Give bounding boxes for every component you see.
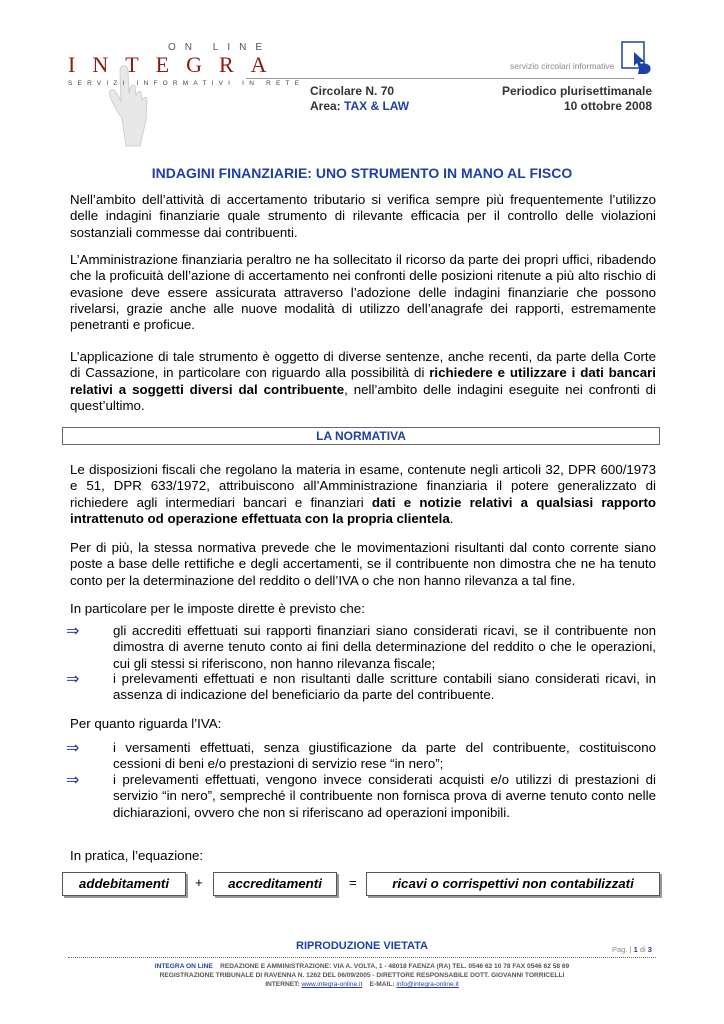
paragraph-3-bold: richiedere e utilizzare i dati bancari relativi a soggetti diversi dal contribuente: [70, 365, 656, 397]
bullet-dirette-2: i prelevamenti effettuati e non risultanti dalle scritture contabili siano considerati ricavi, in assenza di indicazione del beneficiario da parte del contribuente.: [113, 671, 656, 703]
page-current: 1: [633, 945, 638, 954]
footer-brand: INTEGRA ON LINE: [154, 963, 213, 970]
footer-email-label: E-MAIL:: [369, 981, 395, 988]
footer-line-2: REGISTRAZIONE TRIBUNALE DI RAVENNA N. 1262 DEL 06/09/2005 - DIRETTORE RESPONSABILE DOTT. GIOVANNI TORRICELLI: [159, 972, 565, 979]
logo-online-text: ON LINE: [168, 42, 272, 53]
service-label: servizio circolari informative: [510, 61, 615, 71]
paragraph-6: In particolare per le imposte dirette è previsto che:: [70, 601, 365, 616]
paragraph-4-text-a: Le disposizioni fiscali che regolano la materia in esame, contenute negli articoli 32, DPR 600/1973 e 51, DPR 633/1972, attribuiscono all’Amministrazione finanziaria il potere generalizzato di richiedere agli intermediari bancari e finanziari: [70, 462, 656, 510]
footer-email-link[interactable]: info@integra-online.it: [396, 981, 459, 988]
footer-website-link[interactable]: www.integra-online.it: [301, 981, 363, 988]
issue-date: 10 ottobre 2008: [563, 99, 652, 113]
logo-integra-text: INTEGRA: [68, 52, 284, 77]
bullet-iva-1: i versamenti effettuati, senza giustificazione da parte del contribuente, costituiscono cessioni di beni e/o prestazioni di servizio rese “in nero”;: [113, 740, 656, 772]
paragraph-1: Nell’ambito dell’attività di accertamento tributario si verifica sempre più frequentemente l’utilizzo delle indagini finanziarie quale strumento di rilevante efficacia per il controllo delle violazioni sostanziali commesse dai contribuenti.: [70, 192, 656, 240]
equation-result: ricavi o corrispettivi non contabilizzati: [366, 872, 660, 896]
paragraph-3: [70, 349, 656, 414]
page-prefix: Pag. |: [612, 945, 632, 954]
page-separator: di: [639, 945, 646, 954]
area-value: TAX & LAW: [344, 99, 410, 113]
paragraph-4-bold: dati e notizie relativi a qualsiasi rapporto intrattenuto od operazione effettuata con la propria clientela: [70, 494, 657, 526]
footer-internet-label: INTERNET:: [265, 981, 300, 988]
document-title: INDAGINI FINANZIARIE: UNO STRUMENTO IN MANO AL FISCO: [151, 165, 573, 181]
paragraph-4: [70, 462, 656, 527]
page-indicator: [612, 945, 652, 954]
paragraph-7: Per quanto riguarda l’IVA:: [70, 716, 222, 731]
pointer-hand-icon: [620, 40, 654, 76]
arrow-bullet-icon: ⇒: [66, 669, 80, 688]
arrow-bullet-icon: ⇒: [66, 621, 80, 640]
equation-plus: +: [195, 875, 203, 890]
paragraph-5: Per di più, la stessa normativa prevede che le movimentazioni risultanti dal conto corrente siano poste a base delle rettifiche e degli accertamenti, se il contribuente non dimostra che ne ha tenuto conto per la determinazione del reddito o dell’IVA o che non hanno rilevanza a tal fine.: [70, 540, 656, 588]
footer-line-3: [0, 981, 724, 988]
paragraph-8: In pratica, l’equazione:: [70, 848, 204, 863]
riproduzione-vietata: RIPRODUZIONE VIETATA: [296, 940, 428, 952]
arrow-bullet-icon: ⇒: [66, 738, 80, 757]
paragraph-4-text-c: .: [449, 510, 454, 526]
equation-equals: =: [349, 875, 357, 890]
page-total: 3: [647, 945, 652, 954]
equation-term-addebitamenti: addebitamenti: [62, 872, 186, 896]
logo-tagline: SERVIZI INFORMATIVI IN RETE: [68, 80, 305, 87]
paragraph-3-text-a: L’applicazione di tale strumento è oggetto di diverse sentenze, anche recenti, da parte della Corte di Cassazione, in particolare con riguardo alla possibilità di: [70, 349, 656, 381]
paragraph-3-text-c: , nell’ambito delle indagini eseguite nei confronti di quest’ultimo.: [70, 381, 656, 413]
periodico-label: Periodico plurisettimanale: [501, 84, 652, 98]
area-label: Area:: [310, 99, 341, 113]
area-line: [310, 99, 409, 113]
footer-address: REDAZIONE E AMMINISTRAZIONE: VIA A. VOLTA, 1 - 48018 FAENZA (RA) TEL. 0546 62 10 78 FAX 0546 62 58 69: [220, 963, 570, 970]
equation-term-accreditamenti: accreditamenti: [213, 872, 337, 896]
footer-line-1: [0, 963, 724, 970]
bullet-iva-2: i prelevamenti effettuati, vengono invece considerati acquisti e/o utilizzi di prestazioni di servizio “in nero”, sempreché il contribuente non fornisca prova di averne tenuto conto nelle dichiarazioni, ovvero che non si riferiscano ad operazioni imponibili.: [113, 772, 656, 820]
footer-rule: [68, 957, 656, 959]
arrow-bullet-icon: ⇒: [66, 770, 80, 789]
bullet-dirette-1: gli accrediti effettuati sui rapporti finanziari siano considerati ricavi, se il contribuente non dimostra di averne tenuto conto ai fini della determinazione del reddito o che le operazioni, cui gli stessi si riferiscono, non hanno rilevanza fiscale;: [113, 623, 656, 671]
paragraph-2: L’Amministrazione finanziaria peraltro ne ha sollecitato il ricorso da parte dei propri uffici, ribadendo che la proficuità dell’azione di accertamento nei confronti delle posizioni ritenute a più alto rischio di evasione deve essere assicurata attraverso l’adozione delle indagini finanziarie che possono rivelarsi, grazie anche alle nuove modalità di utilizzo dell’anagrafe dei rapporti, estremamente penetranti e proficue.: [70, 252, 656, 333]
section-heading-normativa: LA NORMATIVA: [62, 427, 660, 445]
circolare-number: Circolare N. 70: [310, 84, 395, 98]
header-rule: [246, 78, 634, 79]
